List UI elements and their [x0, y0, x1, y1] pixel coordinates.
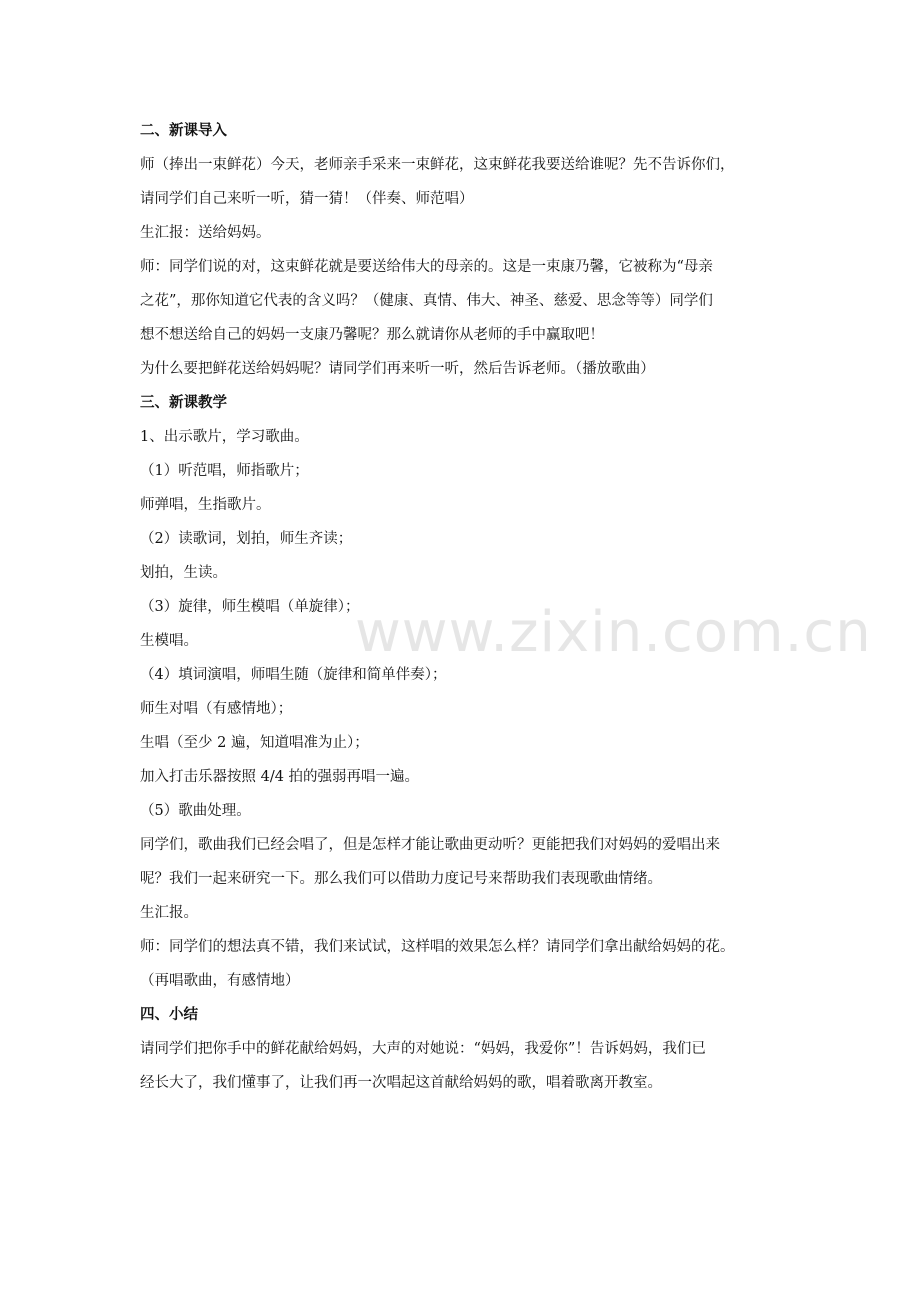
section-heading: 二、新课导入 [140, 123, 227, 139]
paragraph-line: 划拍，生读。 [140, 565, 227, 581]
paragraph-line: 呢？我们一起来研究一下。那么我们可以借助力度记号来帮助我们表现歌曲情绪。 [140, 871, 662, 887]
paragraph-line: （3）旋律，师生模唱（单旋律）； [140, 599, 360, 615]
paragraph-line: 师（捧出一束鲜花）今天，老师亲手采来一束鲜花，这束鲜花我要送给谁呢？先不告诉你们， [140, 157, 735, 173]
paragraph-line: 师：同学们的想法真不错，我们来试试，这样唱的效果怎么样？请同学们拿出献给妈妈的花。 [140, 939, 735, 955]
paragraph-line: 生汇报。 [140, 905, 198, 921]
paragraph-line: （2）读歌词，划拍，师生齐读； [140, 531, 353, 547]
paragraph-line: 之花”，那你知道它代表的含义吗？（健康、真情、伟大、神圣、慈爱、思念等等）同学们 [140, 293, 713, 309]
section-heading: 三、新课教学 [140, 395, 227, 411]
paragraph-line: 师弹唱，生指歌片。 [140, 497, 271, 513]
paragraph-line: 师生对唱（有感情地）； [140, 701, 293, 717]
paragraph-line: 生汇报：送给妈妈。 [140, 225, 271, 241]
paragraph-line: 经长大了，我们懂事了，让我们再一次唱起这首献给妈妈的歌，唱着歌离开教室。 [140, 1075, 662, 1091]
paragraph-line: 加入打击乐器按照 4/4 拍的强弱再唱一遍。 [140, 769, 420, 785]
paragraph-line: （4）填词演唱，师唱生随（旋律和简单伴奏）； [140, 667, 447, 683]
section-heading: 四、小结 [140, 1007, 198, 1023]
paragraph-line: （5）歌曲处理。 [140, 803, 251, 819]
paragraph-line: 同学们，歌曲我们已经会唱了，但是怎样才能让歌曲更动听？更能把我们对妈妈的爱唱出来 [140, 837, 720, 853]
document-body [140, 116, 790, 1102]
paragraph-line: 请同学们自己来听一听，猜一猜！（伴奏、师范唱） [140, 191, 474, 207]
paragraph-line: 请同学们把你手中的鲜花献给妈妈，大声的对她说：“妈妈，我爱你”！告诉妈妈，我们已 [140, 1041, 706, 1057]
paragraph-line: 师：同学们说的对，这束鲜花就是要送给伟大的母亲的。这是一束康乃馨，它被称为“母亲 [140, 259, 713, 275]
paragraph-line: 生模唱。 [140, 633, 198, 649]
paragraph-line: 想不想送给自己的妈妈一支康乃馨呢？那么就请你从老师的手中赢取吧！ [140, 327, 604, 343]
watermark-text: www.zixin.com.cn [355, 600, 872, 665]
paragraph-line: 生唱（至少 2 遍，知道唱准为止）； [140, 735, 369, 751]
paragraph-line: 1、出示歌片，学习歌曲。 [140, 429, 309, 445]
paragraph-line: （1）听范唱，师指歌片； [140, 463, 309, 479]
paragraph-line: 为什么要把鲜花送给妈妈呢？请同学们再来听一听，然后告诉老师。（播放歌曲） [140, 361, 655, 377]
paragraph-line: （再唱歌曲，有感情地） [140, 973, 300, 989]
